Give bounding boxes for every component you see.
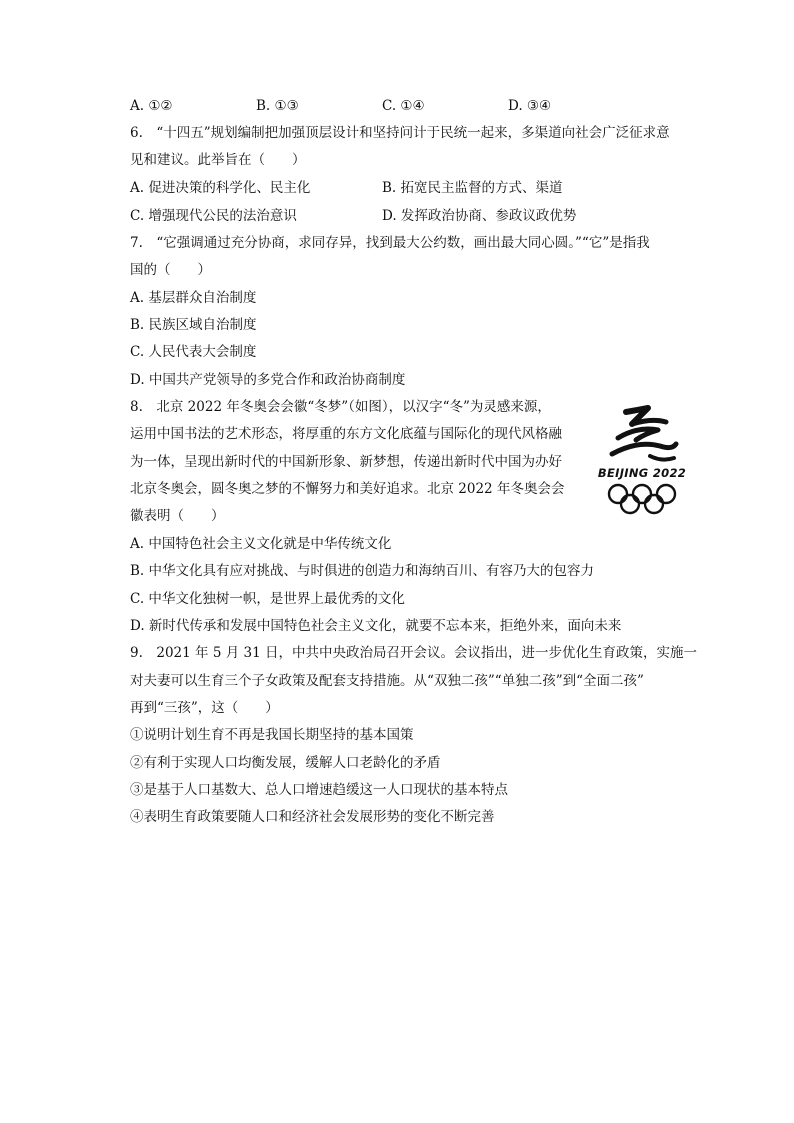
q9-statement-4: ④表明生育政策要随人口和经济社会发展形势的变化不断完善	[130, 809, 495, 825]
q8-option-c: C. 中华文化独树一帜，是世界上最优秀的文化	[130, 591, 405, 607]
q6-option-c: C. 增强现代公民的法治意识	[130, 208, 297, 224]
q7-stem-line-2: 国的（ ）	[130, 262, 211, 278]
q6-stem-line-2: 见和建议。此举旨在（ ）	[130, 152, 306, 168]
q5-option-a: A. ①②	[130, 98, 173, 114]
olympic-rings-icon	[592, 482, 692, 518]
q7-option-b: B. 民族区域自治制度	[130, 317, 257, 333]
q6-option-b: B. 拓宽民主监督的方式、渠道	[382, 180, 563, 196]
q9-statement-1: ①说明计划生育不再是我国长期坚持的基本国策	[130, 727, 414, 743]
q9-stem-line-1: 9. 2021 年 5 月 31 日，中共中央政治局召开会议。会议指出，进一步优化生育政策，实施一	[130, 645, 697, 661]
q6-option-a: A. 促进决策的科学化、民主化	[130, 180, 311, 196]
q9-statement-3: ③是基于人口基数大、总人口增速趋缓这一人口现状的基本特点	[130, 782, 508, 798]
q5-option-b: B. ①③	[256, 98, 299, 114]
q9-stem-line-3: 再到“三孩”，这（ ）	[130, 700, 279, 716]
q9-statement-2: ②有利于实现人口均衡发展，缓解人口老龄化的矛盾	[130, 755, 441, 771]
q9-stem-line-2: 对夫妻可以生育三个子女政策及配套支持措施。从“双独二孩”“单独二孩”到“全面二孩”	[130, 673, 644, 689]
q8-stem-line-2: 运用中国书法的艺术形态，将厚重的东方文化底蕴与国际化的现代风格融	[130, 426, 562, 442]
beijing-2022-emblem	[592, 404, 692, 516]
q6-option-d: D. 发挥政治协商、参政议政优势	[382, 208, 577, 224]
q6-stem-line-1: 6. “十四五”规划编制把加强顶层设计和坚持问计于民统一起来，多渠道向社会广泛征求意	[130, 125, 670, 141]
q8-stem-line-3: 为一体，呈现出新时代的中国新形象、新梦想，传递出新时代中国为办好	[130, 454, 562, 470]
q5-option-c: C. ①④	[382, 98, 425, 114]
q8-option-a: A. 中国特色社会主义文化就是中华传统文化	[130, 536, 392, 552]
q7-option-a: A. 基层群众自治制度	[130, 290, 257, 306]
q8-stem-line-1: 8. 北京 2022 年冬奥会会徽“冬梦”（如图），以汉字“冬”为灵感来源，	[130, 399, 551, 415]
q8-stem-line-4: 北京冬奥会，圆冬奥之梦的不懈努力和美好追求。北京 2022 年冬奥会会	[130, 481, 565, 497]
q7-option-c: C. 人民代表大会制度	[130, 344, 257, 360]
q8-option-d: D. 新时代传承和发展中国特色社会主义文化，就要不忘本来，拒绝外来，面向未来	[130, 618, 622, 634]
winter-dream-calligraphy-icon	[592, 404, 692, 466]
emblem-text: BEIJING 2022	[597, 466, 687, 480]
q5-option-d: D. ③④	[508, 98, 552, 114]
q8-option-b: B. 中华文化具有应对挑战、与时俱进的创造力和海纳百川、有容乃大的包容力	[130, 563, 595, 579]
q7-stem-line-1: 7. “它强调通过充分协商，求同存异，找到最大公约数，画出最大同心圆。”“它”是指我	[130, 235, 650, 251]
q8-stem-line-5: 徽表明（ ）	[130, 508, 225, 524]
q7-option-d: D. 中国共产党领导的多党合作和政治协商制度	[130, 372, 406, 388]
